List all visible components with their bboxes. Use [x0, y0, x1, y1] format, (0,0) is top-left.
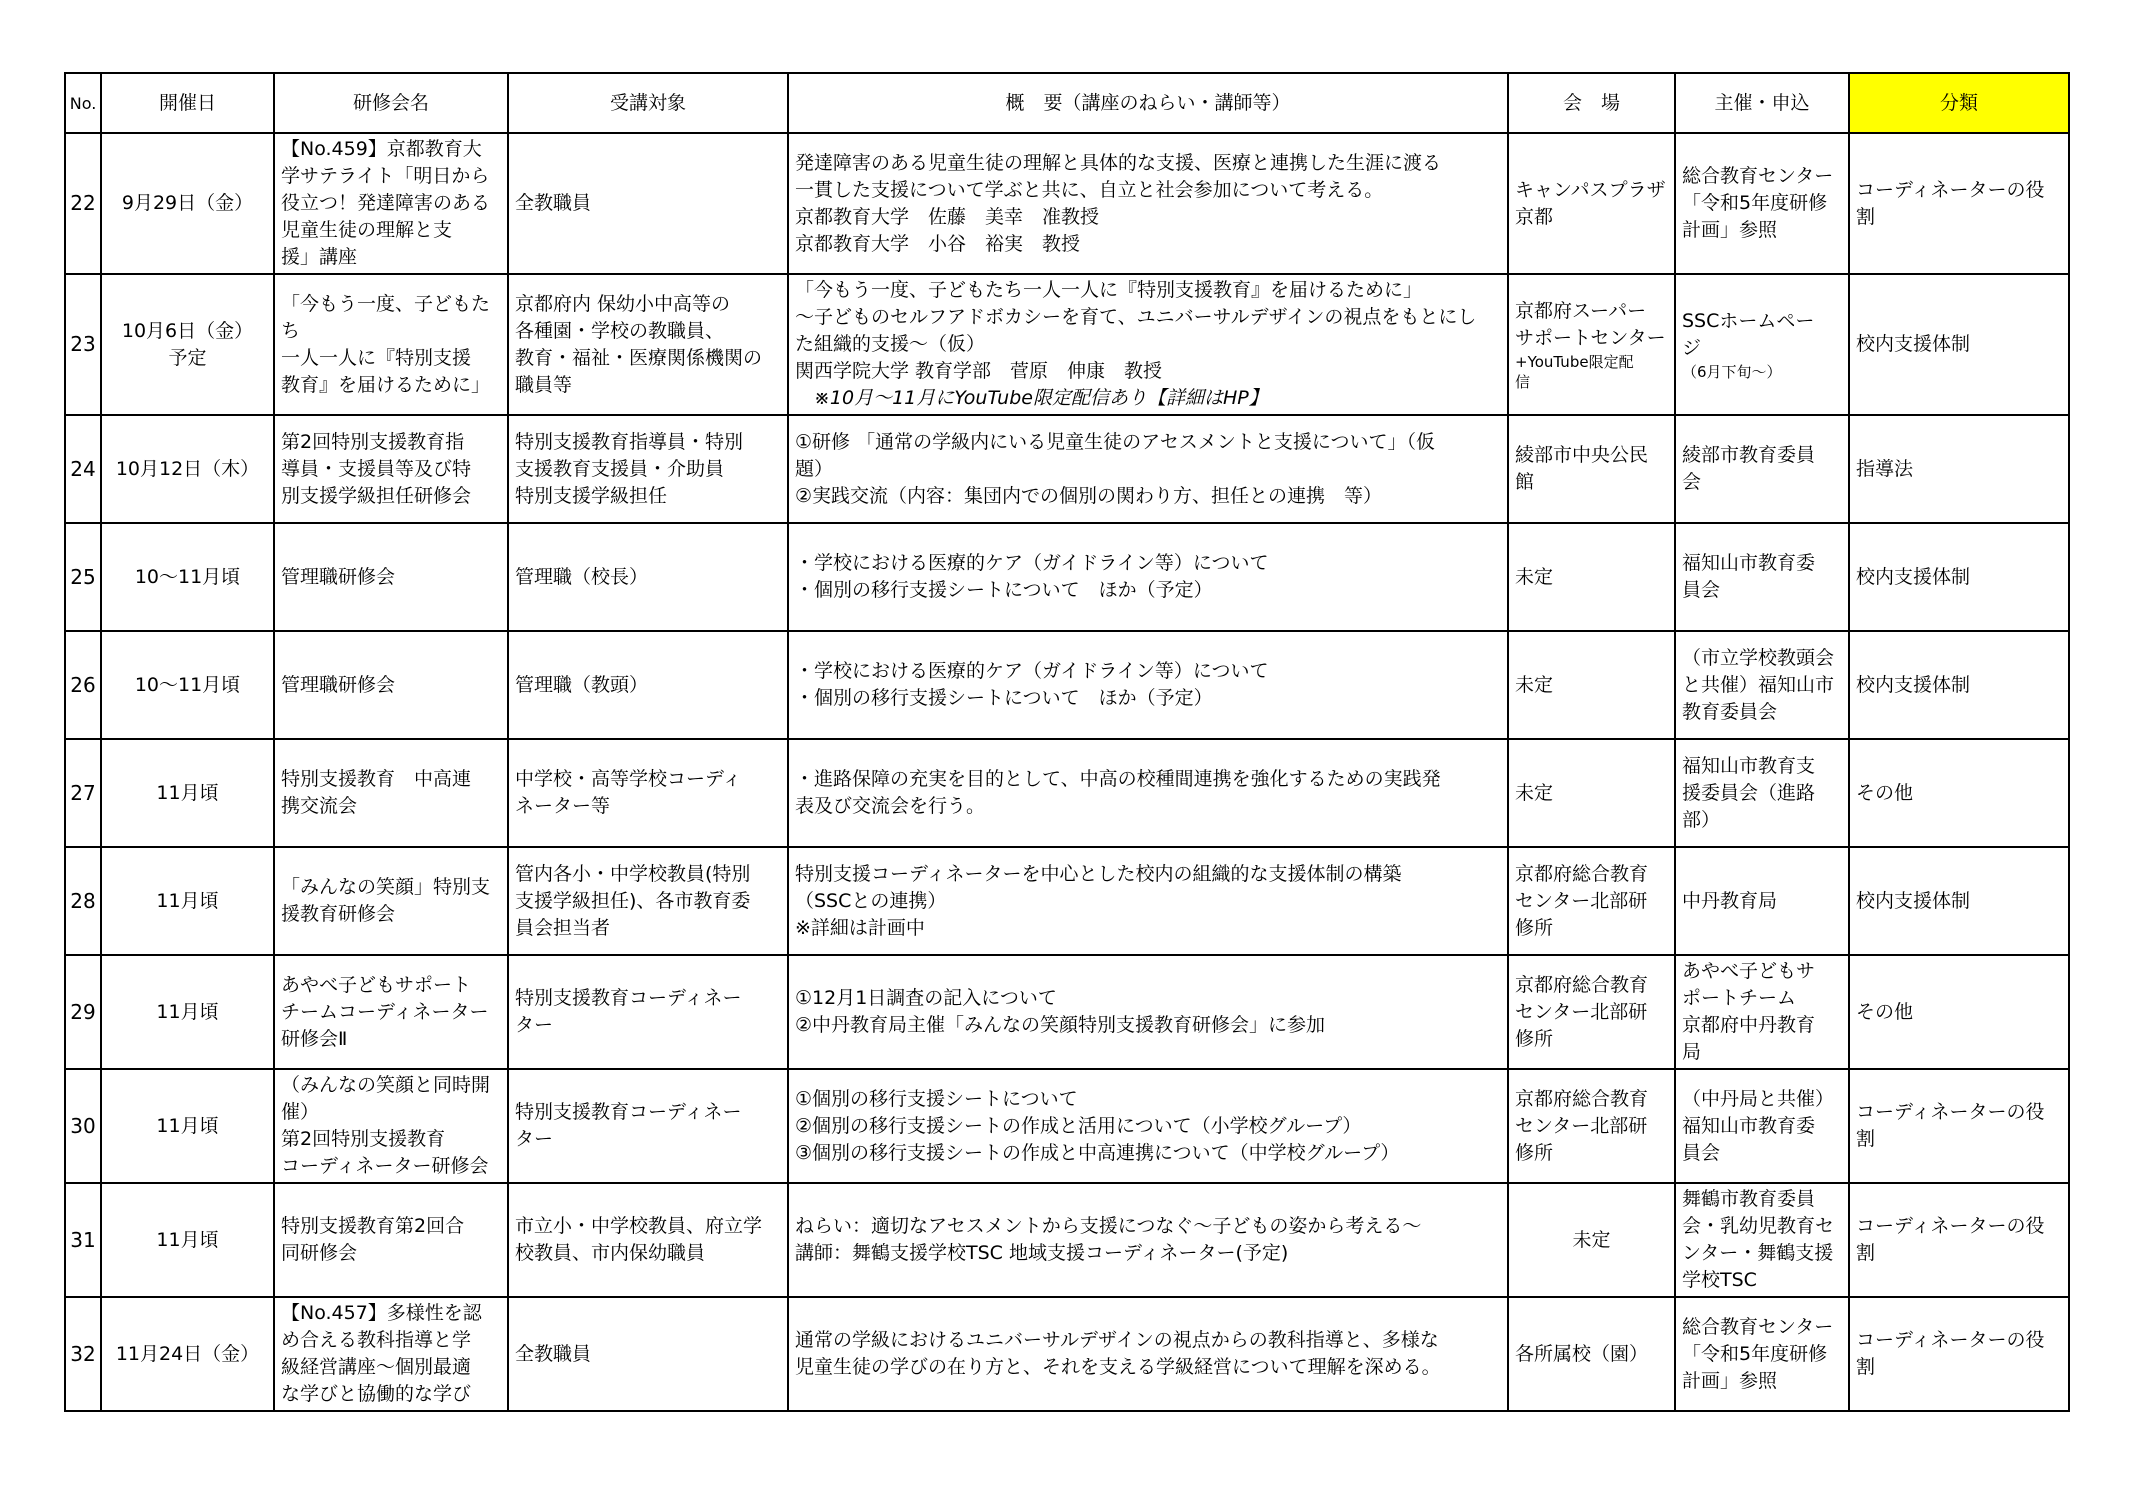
cell-line: コーディネーター研修会 — [281, 1155, 489, 1177]
cell-line: 催） — [281, 1101, 320, 1123]
cell-name — [274, 415, 508, 523]
cell-venue — [1508, 523, 1675, 631]
table-row — [65, 955, 2069, 1069]
cell-line: ポートチーム — [1682, 987, 1797, 1009]
cell-line: 特別支援教育指導員・特別 — [515, 430, 744, 453]
cell-line: コーディネーターの役 — [1856, 178, 2045, 201]
cell-target — [508, 1297, 788, 1411]
cell-line: 予定 — [168, 346, 207, 369]
cell-line: ジ — [1682, 336, 1702, 359]
cell-line: 職員等 — [515, 373, 573, 396]
cell-name — [274, 739, 508, 847]
cell-summary — [788, 415, 1508, 523]
cell-no: 30 — [65, 1069, 101, 1183]
cell-line: ねらい：適切なアセスメントから支援につなぐ～子どもの姿から考える～ — [795, 1215, 1422, 1237]
cell-summary — [788, 1297, 1508, 1411]
cell-line: 全教職員 — [515, 192, 592, 214]
cell-organizer — [1675, 739, 1849, 847]
cell-venue — [1508, 955, 1675, 1069]
cell-line: 中学校・高等学校コーディ — [515, 768, 742, 790]
cell-line: 市立小・中学校教員、府立学 — [515, 1215, 763, 1237]
cell-line: （中丹局と共催） — [1682, 1087, 1835, 1110]
cell-venue — [1508, 1183, 1675, 1297]
cell-organizer — [1675, 631, 1849, 739]
cell-name — [274, 523, 508, 631]
cell-line: 一人一人に『特別支援 — [281, 346, 472, 369]
cell-line: 講師：舞鶴支援学校TSC 地域支援コーディネーター(予定) — [795, 1242, 1289, 1264]
cell-summary — [788, 1183, 1508, 1297]
cell-line: 別支援学級担任研修会 — [281, 484, 472, 507]
cell-line: 校内支援体制 — [1856, 673, 1971, 696]
cell-line: ター — [515, 1014, 554, 1036]
cell-line: 表及び交流会を行う。 — [795, 795, 986, 817]
cell-line: （市立学校教頭会 — [1682, 646, 1835, 669]
cell-summary — [788, 523, 1508, 631]
cell-line: 一貫した支援について学ぶと共に、自立と社会参加について考える。 — [795, 178, 1384, 201]
cell-line: 11月頃 — [156, 1228, 219, 1251]
cell-target — [508, 631, 788, 739]
cell-line: 京都府総合教育 — [1515, 862, 1649, 885]
cell-organizer — [1675, 1183, 1849, 1297]
cell-line: 題） — [795, 457, 834, 480]
cell-line: あやべ子どもサ — [1682, 960, 1816, 982]
cell-no: 22 — [65, 133, 101, 274]
cell-line: 修所 — [1515, 1027, 1554, 1050]
cell-target — [508, 133, 788, 274]
cell-line: 学サテライト「明日から — [281, 165, 490, 187]
cell-line: ①個別の移行支援シートについて — [795, 1087, 1078, 1110]
cell-line: 特別支援教育 中高連 — [281, 768, 472, 790]
cell-target — [508, 955, 788, 1069]
cell-line: SSCホームペー — [1682, 309, 1815, 332]
cell-line: ②中丹教育局主催「みんなの笑顔特別支援教育研修会」に参加 — [795, 1014, 1326, 1036]
cell-line: 割 — [1856, 1128, 1876, 1150]
cell-name — [274, 1069, 508, 1183]
cell-line: 10～11月頃 — [134, 673, 241, 696]
header-venue: 会 場 — [1508, 73, 1675, 133]
cell-line: 発達障害のある児童生徒の理解と具体的な支援、医療と連携した生涯に渡る — [795, 151, 1442, 174]
cell-line: 援委員会（進路 — [1682, 781, 1816, 804]
cell-line: 支援学級担任)、各市教育委 — [515, 889, 751, 912]
cell-venue — [1508, 631, 1675, 739]
cell-target — [508, 847, 788, 955]
cell-line: 特別支援コーディネーターを中心とした校内の組織的な支援体制の構築 — [795, 862, 1402, 885]
cell-line: キャンパスプラザ — [1515, 178, 1666, 201]
cell-line: 割 — [1856, 1242, 1876, 1264]
cell-line: 第2回特別支援教育 — [281, 1128, 446, 1150]
cell-line: 管理職研修会 — [281, 673, 396, 696]
cell-line: ①研修 「通常の学級内にいる児童生徒のアセスメントと支援について」（仮 — [795, 430, 1436, 453]
cell-line: 級経営講座～個別最適 — [281, 1356, 472, 1378]
cell-no: 25 — [65, 523, 101, 631]
header-summary: 概 要（講座のねらい・講師等） — [788, 73, 1508, 133]
table-body — [65, 133, 2069, 1411]
cell-category — [1849, 955, 2069, 1069]
cell-line: 局 — [1682, 1041, 1702, 1063]
cell-venue — [1508, 847, 1675, 955]
cell-line: 福知山市教育委 — [1682, 552, 1816, 574]
cell-date — [101, 1297, 274, 1411]
header-category: 分類 — [1849, 73, 2069, 133]
cell-no: 24 — [65, 415, 101, 523]
cell-line: 福知山市教育委 — [1682, 1114, 1816, 1137]
cell-target — [508, 523, 788, 631]
cell-organizer — [1675, 415, 1849, 523]
cell-line: 会 — [1682, 471, 1702, 493]
cell-line: 援教育研修会 — [281, 903, 396, 925]
cell-name — [274, 274, 508, 415]
cell-line: ンター・舞鶴支援 — [1682, 1242, 1834, 1264]
cell-line: 児童生徒の学びの在り方と、それを支える学級経営について理解を深める。 — [795, 1356, 1441, 1378]
cell-name — [274, 1297, 508, 1411]
cell-line: 教育』を届けるために」 — [281, 373, 491, 396]
cell-line: 各所属校（園） — [1515, 1342, 1649, 1365]
header-organizer: 主催・申込 — [1675, 73, 1849, 133]
cell-line: その他 — [1856, 1000, 1914, 1023]
cell-summary — [788, 133, 1508, 274]
cell-line: 管理職研修会 — [281, 565, 396, 588]
header-name: 研修会名 — [274, 73, 508, 133]
cell-line: 研修会Ⅱ — [281, 1027, 348, 1050]
cell-line: 役立つ！発達障害のある — [281, 192, 491, 214]
cell-line: 管理職（教頭） — [515, 673, 649, 696]
cell-line: 割 — [1856, 205, 1876, 228]
cell-line: 学校TSC — [1682, 1269, 1757, 1291]
cell-line: 中丹教育局 — [1682, 889, 1778, 912]
cell-date — [101, 955, 274, 1069]
table-row — [65, 133, 2069, 274]
cell-line: 綾部市中央公民 — [1515, 444, 1649, 466]
cell-summary — [788, 631, 1508, 739]
cell-organizer — [1675, 1069, 1849, 1183]
cell-date — [101, 1183, 274, 1297]
cell-line: 計画」参照 — [1682, 1369, 1778, 1392]
cell-line: +YouTube限定配 — [1515, 352, 1634, 371]
cell-category — [1849, 415, 2069, 523]
cell-summary — [788, 274, 1508, 415]
cell-line: 員会担当者 — [515, 916, 611, 939]
cell-date — [101, 847, 274, 955]
cell-line: 未定 — [1515, 781, 1554, 804]
cell-line: 京都府総合教育 — [1515, 1087, 1649, 1110]
table-row — [65, 847, 2069, 955]
cell-line: 【No.459】京都教育大 — [281, 138, 482, 160]
cell-line: 京都府総合教育 — [1515, 973, 1649, 996]
cell-no: 32 — [65, 1297, 101, 1411]
cell-line: 10～11月頃 — [134, 565, 241, 588]
header-row — [65, 73, 2069, 133]
cell-line: ①12月1日調査の記入について — [795, 987, 1057, 1009]
cell-category — [1849, 847, 2069, 955]
cell-line: 校内支援体制 — [1856, 565, 1971, 588]
header-date: 開催日 — [101, 73, 274, 133]
cell-line: ～子どものセルフアドボカシーを育て、ユニバーサルデザインの視点をもとにし — [795, 306, 1477, 328]
cell-line: 計画」参照 — [1682, 219, 1778, 241]
table-row — [65, 415, 2069, 523]
cell-organizer — [1675, 1297, 1849, 1411]
cell-line: コーディネーターの役 — [1856, 1329, 2045, 1351]
cell-name — [274, 133, 508, 274]
cell-organizer — [1675, 847, 1849, 955]
cell-line: センター北部研 — [1515, 889, 1648, 912]
cell-line: 援」講座 — [281, 246, 358, 268]
cell-line: サポートセンター — [1515, 326, 1666, 349]
cell-line: ②実践交流（内容：集団内での個別の関わり方、担任との連携 等） — [795, 484, 1383, 507]
cell-line: 10月12日（木） — [115, 457, 260, 480]
cell-line: センター北部研 — [1515, 1000, 1648, 1023]
cell-line: 「令和5年度研修 — [1682, 1342, 1828, 1365]
cell-line: 全教職員 — [515, 1342, 592, 1365]
cell-line: 京都教育大学 佐藤 美幸 准教授 — [795, 205, 1100, 228]
cell-line: 未定 — [1515, 565, 1554, 588]
cell-line: 未定 — [1515, 673, 1554, 696]
cell-line: 校教員、市内保幼職員 — [515, 1242, 706, 1264]
cell-line: ・進路保障の充実を目的として、中高の校種間連携を強化するための実践発 — [795, 768, 1441, 790]
table-row — [65, 1183, 2069, 1297]
cell-category — [1849, 631, 2069, 739]
cell-line: 員会 — [1682, 579, 1721, 601]
cell-line: 11月頃 — [156, 889, 219, 912]
cell-line: 指導法 — [1856, 457, 1914, 480]
cell-line: 特別支援教育第2回合 — [281, 1215, 465, 1237]
cell-line: 「今もう一度、子どもたち — [281, 292, 491, 342]
cell-no: 26 — [65, 631, 101, 739]
cell-line: 「みんなの笑顔」特別支 — [281, 876, 491, 898]
cell-name — [274, 631, 508, 739]
cell-no: 23 — [65, 274, 101, 415]
cell-venue — [1508, 1069, 1675, 1183]
cell-venue — [1508, 1297, 1675, 1411]
cell-line: 部） — [1682, 808, 1721, 831]
cell-line: 綾部市教育委員 — [1682, 444, 1816, 466]
cell-name — [274, 955, 508, 1069]
cell-line: あやべ子どもサポート — [281, 973, 472, 996]
cell-line: 京都府スーパー — [1515, 299, 1647, 322]
cell-category — [1849, 133, 2069, 274]
cell-line: 11月頃 — [156, 781, 219, 804]
cell-no: 28 — [65, 847, 101, 955]
cell-category — [1849, 1297, 2069, 1411]
cell-line: ター — [515, 1128, 554, 1150]
cell-line: な学びと協働的な学び — [281, 1383, 472, 1405]
cell-line: ・学校における医療的ケア（ガイドライン等）について — [795, 660, 1269, 682]
cell-category — [1849, 523, 2069, 631]
table-row — [65, 739, 2069, 847]
cell-no: 27 — [65, 739, 101, 847]
cell-category — [1849, 1183, 2069, 1297]
cell-line: 「令和5年度研修 — [1682, 192, 1828, 214]
cell-line: 10月6日（金） — [121, 319, 254, 342]
cell-line: ・学校における医療的ケア（ガイドライン等）について — [795, 552, 1269, 574]
cell-line: 第2回特別支援教育指 — [281, 430, 465, 453]
cell-line: 関西学院大学 教育学部 菅原 伸康 教授 — [795, 360, 1163, 382]
cell-line: ・個別の移行支援シートについて ほか（予定） — [795, 687, 1213, 709]
cell-line: 支援教育支援員・介助員 — [515, 457, 725, 480]
cell-line: ・個別の移行支援シートについて ほか（予定） — [795, 579, 1213, 601]
cell-line: 特別支援教育コーディネー — [515, 987, 742, 1009]
cell-name — [274, 1183, 508, 1297]
cell-target — [508, 1183, 788, 1297]
cell-line: 京都 — [1515, 205, 1554, 228]
cell-line: ③個別の移行支援シートの作成と中高連携について（中学校グループ） — [795, 1141, 1400, 1164]
cell-date — [101, 415, 274, 523]
cell-line: コーディネーターの役 — [1856, 1101, 2045, 1123]
header-no: No. — [65, 73, 101, 133]
cell-summary — [788, 955, 1508, 1069]
cell-line: コーディネーターの役 — [1856, 1215, 2045, 1237]
cell-line: 修所 — [1515, 1141, 1554, 1164]
cell-line: ②個別の移行支援シートの作成と活用について（小学校グループ） — [795, 1114, 1362, 1137]
cell-line: 校内支援体制 — [1856, 333, 1971, 355]
cell-line: 【No.457】多様性を認 — [281, 1302, 482, 1324]
cell-line: 11月頃 — [156, 1000, 219, 1023]
cell-no: 31 — [65, 1183, 101, 1297]
cell-date — [101, 523, 274, 631]
cell-line: 京都府中丹教育 — [1682, 1014, 1816, 1036]
cell-line: 通常の学級におけるユニバーサルデザインの視点からの教科指導と、多様な — [795, 1329, 1439, 1351]
cell-date — [101, 133, 274, 274]
cell-target — [508, 739, 788, 847]
cell-date — [101, 1069, 274, 1183]
table-row — [65, 631, 2069, 739]
cell-line: た組織的支援～（仮） — [795, 333, 986, 355]
cell-line: 9月29日（金） — [121, 192, 254, 214]
table-row — [65, 1069, 2069, 1183]
cell-line: 舞鶴市教育委員 — [1682, 1188, 1816, 1210]
cell-line: （6月下旬～） — [1682, 362, 1782, 381]
cell-date — [101, 631, 274, 739]
cell-name — [274, 847, 508, 955]
cell-line: 修所 — [1515, 916, 1554, 939]
cell-line: 館 — [1515, 471, 1535, 493]
cell-category — [1849, 1069, 2069, 1183]
cell-line: 教育・福祉・医療関係機関の — [515, 346, 763, 369]
cell-line: 未定 — [1572, 1228, 1611, 1251]
cell-line: 管内各小・中学校教員(特別 — [515, 862, 751, 885]
cell-line: 員会 — [1682, 1141, 1721, 1164]
cell-line: （みんなの笑顔と同時開 — [281, 1074, 491, 1096]
cell-line: ※詳細は計画中 — [795, 916, 925, 939]
cell-venue — [1508, 739, 1675, 847]
cell-line: 各種園・学校の教職員、 — [515, 319, 725, 342]
table-row — [65, 274, 2069, 415]
cell-line: 京都府内 保幼小中高等の — [515, 292, 731, 315]
cell-line: センター北部研 — [1515, 1114, 1648, 1137]
cell-line: 京都教育大学 小谷 裕実 教授 — [795, 232, 1081, 255]
training-schedule-table — [64, 72, 2070, 1412]
cell-date — [101, 274, 274, 415]
cell-line: 校内支援体制 — [1856, 889, 1971, 912]
cell-line: 「今もう一度、子どもたち一人一人に『特別支援教育』を届けるために」 — [795, 279, 1423, 301]
cell-category — [1849, 739, 2069, 847]
cell-no: 29 — [65, 955, 101, 1069]
cell-line: 割 — [1856, 1356, 1876, 1378]
cell-venue — [1508, 415, 1675, 523]
cell-venue — [1508, 133, 1675, 274]
cell-date — [101, 739, 274, 847]
cell-line: チームコーディネーター — [281, 1000, 489, 1023]
cell-target — [508, 1069, 788, 1183]
cell-line: 特別支援学級担任 — [515, 484, 668, 507]
cell-target — [508, 415, 788, 523]
cell-line: 特別支援教育コーディネー — [515, 1101, 742, 1123]
cell-line: 管理職（校長） — [515, 565, 649, 588]
cell-organizer — [1675, 133, 1849, 274]
cell-line: め合える教科指導と学 — [281, 1329, 472, 1351]
cell-line: 総合教育センター — [1682, 1315, 1834, 1338]
table-row — [65, 1297, 2069, 1411]
cell-organizer — [1675, 955, 1849, 1069]
cell-organizer — [1675, 523, 1849, 631]
header-target: 受講対象 — [508, 73, 788, 133]
cell-target — [508, 274, 788, 415]
cell-line: 福知山市教育支 — [1682, 754, 1816, 777]
summary-note: ※10月～11月にYouTube限定配信あり【詳細はHP】 — [795, 387, 1268, 409]
cell-line: 会・乳幼児教育セ — [1682, 1215, 1835, 1237]
cell-line: と共催）福知山市 — [1682, 673, 1835, 696]
cell-line: 11月頃 — [156, 1114, 219, 1137]
cell-line: ネーター等 — [515, 795, 611, 817]
cell-line: 導員・支援員等及び特 — [281, 457, 472, 480]
cell-line: 11月24日（金） — [115, 1342, 260, 1365]
cell-line: 携交流会 — [281, 795, 358, 817]
cell-venue — [1508, 274, 1675, 415]
cell-organizer — [1675, 274, 1849, 415]
cell-line: 総合教育センター — [1682, 165, 1834, 187]
cell-line: 教育委員会 — [1682, 700, 1778, 723]
cell-line: その他 — [1856, 781, 1914, 804]
cell-line: 信 — [1515, 372, 1531, 391]
cell-line: 同研修会 — [281, 1242, 358, 1264]
table-row — [65, 523, 2069, 631]
cell-line: （SSCとの連携） — [795, 889, 947, 912]
cell-summary — [788, 847, 1508, 955]
cell-line: 児童生徒の理解と支 — [281, 219, 453, 241]
cell-summary — [788, 739, 1508, 847]
cell-category — [1849, 274, 2069, 415]
cell-summary — [788, 1069, 1508, 1183]
